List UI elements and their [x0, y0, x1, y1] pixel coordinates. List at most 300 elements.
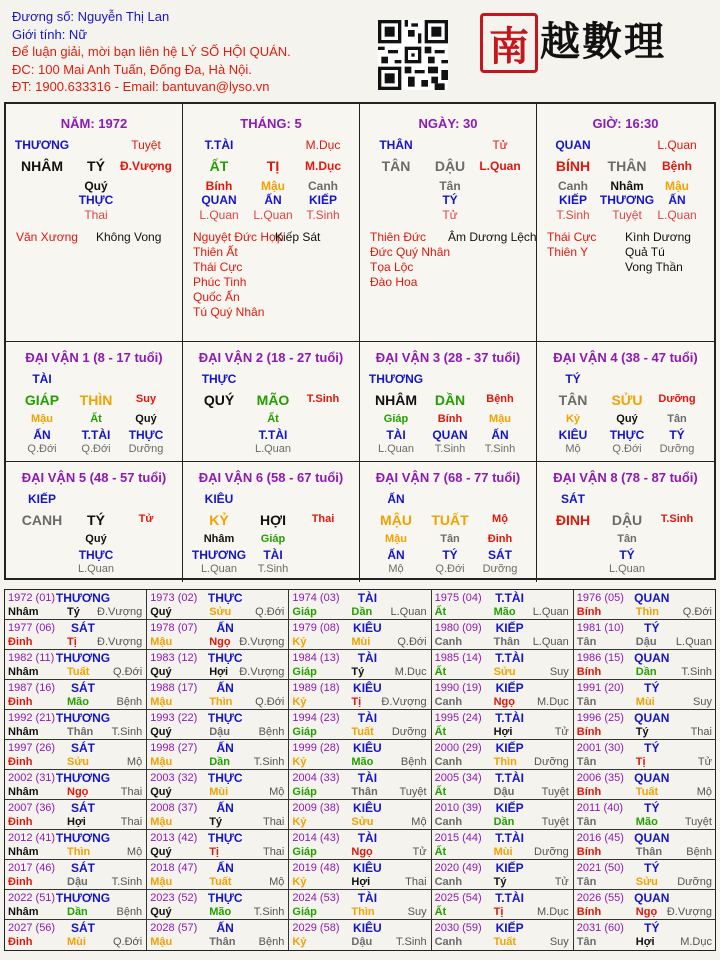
year-cell [574, 800, 716, 830]
dai-van-title: ĐẠI VẬN 8 (78 - 87 tuổi) [553, 470, 698, 485]
pillar-branch-stage: M.Dục [305, 159, 341, 173]
year-cell [432, 650, 574, 680]
pillar-branch-stage: Bệnh [662, 159, 692, 173]
year-cell [147, 770, 289, 800]
year-stage: Bệnh [116, 696, 143, 708]
year-cell [147, 830, 289, 860]
year-ten-god: QUAN [634, 771, 670, 785]
hidden-ten-god: KIẾP [558, 193, 588, 207]
year-branch: Tý [351, 666, 365, 678]
year-stem: Kỷ [292, 756, 307, 768]
year-ten-god: SÁT [71, 741, 95, 755]
dai-van-stage: Thai [311, 513, 335, 525]
year-stage: L.Quan [532, 636, 569, 648]
year-branch: Hợi [209, 666, 229, 678]
dai-van-stem: NHÂM [375, 392, 417, 408]
year-stage: Đ.Vượng [666, 906, 712, 918]
year-stage: Bệnh [116, 906, 143, 918]
year-ten-god: SÁT [71, 681, 95, 695]
year-cell [574, 650, 716, 680]
year-ten-god: QUAN [634, 651, 670, 665]
dai-van-ten-god: TÀI [32, 372, 52, 386]
year-stage: M.Dục [394, 666, 427, 678]
hidden-ten-god: TÀI [386, 428, 406, 442]
year-cell [289, 650, 431, 680]
year-branch: Thân [493, 636, 520, 648]
hidden-stage: L.Quan [200, 563, 238, 575]
year-ten-god: TÝ [644, 861, 660, 875]
year-label: 2017 (46) [8, 862, 56, 874]
hidden-ten-god: TÝ [442, 193, 458, 207]
year-label: 2006 (35) [576, 772, 624, 784]
year-cell [289, 770, 431, 800]
hidden-ten-god: THỰC [609, 428, 645, 442]
year-cell [289, 590, 431, 620]
year-branch: Thân [67, 726, 94, 738]
year-branch: Dần [209, 756, 230, 768]
hidden-stem: Nhâm [203, 533, 235, 545]
hidden-stage: L.Quan [254, 443, 292, 455]
year-label: 2005 (34) [434, 772, 482, 784]
hidden-ten-god: TÝ [442, 548, 458, 562]
hidden-stage: L.Quan [657, 208, 697, 222]
dai-van-title: ĐẠI VẬN 2 (18 - 27 tuổi) [198, 350, 344, 365]
hidden-ten-god: THỰC [78, 193, 114, 207]
year-ten-god: SÁT [71, 621, 95, 635]
phone-email-line: ĐT: 1900.633316 - Email: bantuvan@lyso.vn [12, 79, 270, 94]
year-stem: Canh [434, 876, 463, 888]
year-ten-god: T.TÀI [495, 891, 524, 905]
hidden-ten-god: ẤN [668, 193, 686, 207]
hidden-ten-god: THƯƠNG [191, 548, 247, 562]
hidden-ten-god: TÝ [619, 548, 635, 562]
year-ten-god: T.TÀI [495, 711, 524, 725]
year-stage: Dưỡng [534, 756, 569, 768]
hidden-ten-god: ẤN [264, 193, 282, 207]
pillar-cell [183, 104, 360, 342]
year-branch: Tị [209, 846, 219, 858]
year-stage: Tuyệt [399, 786, 427, 798]
year-branch: Mùi [209, 786, 229, 798]
hidden-ten-god: ẤN [491, 428, 509, 442]
dai-van-cell [6, 462, 183, 582]
year-stem: Kỷ [292, 876, 307, 888]
dai-van-stem: ĐINH [555, 512, 591, 528]
year-ten-god: KIÊU [353, 741, 382, 755]
year-branch: Mùi [351, 636, 371, 648]
year-ten-god: KIÊU [353, 621, 382, 635]
hidden-stage: T.Sinh [434, 443, 466, 455]
year-stem: Kỷ [292, 936, 307, 948]
dai-van-title: ĐẠI VẬN 5 (48 - 57 tuổi) [21, 470, 167, 485]
year-branch: Mão [635, 816, 658, 828]
year-cell [432, 590, 574, 620]
year-cell [574, 920, 716, 950]
year-branch: Sửu [635, 876, 658, 888]
year-ten-god: THỰC [207, 831, 243, 845]
year-ten-god: KIÊU [353, 861, 382, 875]
year-label: 1978 (07) [150, 622, 198, 634]
year-branch: Thân [209, 936, 236, 948]
year-cell [574, 740, 716, 770]
year-stem: Nhâm [8, 726, 39, 738]
year-label: 2024 (53) [292, 892, 340, 904]
year-ten-god: TÝ [644, 621, 660, 635]
owner-name: Đương số: Nguyễn Thị Lan [12, 9, 170, 24]
hidden-stage: Tuyệt [612, 208, 642, 222]
hidden-ten-god: ẤN [387, 548, 405, 562]
year-cell [289, 620, 431, 650]
hidden-ten-god: SÁT [488, 548, 512, 562]
dai-van-cell [6, 342, 183, 462]
year-stem: Bính [576, 846, 602, 858]
hidden-stage: Q.Đới [81, 443, 111, 455]
star-good: Văn Xương [16, 230, 78, 244]
year-stem: Ất [434, 606, 447, 618]
year-stem: Bính [576, 606, 602, 618]
hidden-stem: Quý [84, 179, 108, 193]
year-ten-god: T.TÀI [495, 771, 524, 785]
year-branch: Sửu [209, 606, 232, 618]
year-cell [147, 650, 289, 680]
hidden-ten-god: THỰC [128, 428, 164, 442]
hidden-stage: Mộ [565, 443, 581, 455]
dai-van-stage: Mộ [492, 513, 508, 525]
year-branch: Tuất [351, 726, 374, 738]
star-bad: Quả Tú [625, 245, 665, 259]
year-ten-god: THỰC [207, 651, 243, 665]
year-ten-god: QUAN [634, 891, 670, 905]
hidden-stem: Kỷ [565, 413, 581, 425]
year-cell [5, 680, 147, 710]
hidden-ten-god: THƯƠNG [599, 193, 655, 207]
pillar-branch: TỊ [266, 158, 280, 174]
dai-van-ten-god: ẤN [387, 492, 405, 506]
year-branch: Ngọ [209, 636, 231, 648]
year-stem: Quý [150, 606, 172, 618]
year-label: 2008 (37) [150, 802, 198, 814]
year-label: 1990 (19) [434, 682, 482, 694]
year-label: 1985 (14) [434, 652, 482, 664]
hidden-stage: T.Sinh [484, 443, 516, 455]
pillar-cell [360, 104, 537, 342]
year-ten-god: KIÊU [353, 921, 382, 935]
year-cell [432, 800, 574, 830]
year-stem: Mậu [150, 816, 173, 828]
year-stage: Mộ [269, 876, 285, 888]
year-cell [289, 920, 431, 950]
year-stem: Ất [434, 666, 447, 678]
year-ten-god: TÀI [357, 651, 378, 665]
star-good: Quốc Ấn [193, 290, 240, 304]
year-stem: Đinh [8, 636, 33, 648]
star-bad: Kình Dương [625, 230, 691, 244]
year-stem: Kỷ [292, 636, 307, 648]
year-label: 2031 (60) [576, 922, 624, 934]
hidden-stage: L.Quan [377, 443, 415, 455]
year-stage: Mộ [126, 846, 143, 858]
pillar-top-ten-god: T.TÀI [204, 138, 234, 152]
pillar-branch-stage: L.Quan [479, 159, 521, 173]
year-stage: Bệnh [258, 726, 285, 738]
year-ten-god: THƯƠNG [55, 891, 111, 905]
year-cell [432, 920, 574, 950]
year-stage: Tuyệt [684, 816, 712, 828]
year-label: 1984 (13) [292, 652, 340, 664]
year-branch: Tị [635, 756, 646, 768]
year-branch: Tuất [635, 786, 659, 798]
year-label: 1980 (09) [434, 622, 482, 634]
year-cell [432, 680, 574, 710]
dai-van-cell [183, 462, 360, 582]
hidden-ten-god: QUAN [432, 428, 468, 442]
star-good: Tú Quý Nhân [193, 305, 265, 319]
year-label: 1995 (24) [434, 712, 482, 724]
year-label: 2003 (32) [150, 772, 198, 784]
year-stage: T.Sinh [111, 876, 143, 888]
year-ten-god: TÀI [357, 831, 378, 845]
year-branch: Thân [351, 786, 378, 798]
year-branch: Ngọ [493, 696, 515, 708]
year-stem: Ất [434, 726, 447, 738]
dai-van-cell [360, 462, 537, 582]
hidden-stem: Quý [616, 413, 638, 425]
year-ten-god: ẤN [216, 921, 234, 935]
pillar-top-ten-god: QUAN [555, 138, 591, 152]
dai-van-stage: Bệnh [486, 393, 514, 405]
star-good: Thiên Y [547, 245, 589, 259]
year-branch: Dậu [635, 636, 657, 648]
dai-van-branch: MÃO [256, 392, 290, 408]
year-stem: Giáp [292, 726, 317, 738]
dai-van-branch: THÌN [79, 392, 113, 408]
dai-van-stem: KỶ [209, 512, 229, 528]
dai-van-stem: GIÁP [24, 392, 60, 408]
hidden-stage: L.Quan [77, 563, 115, 575]
year-ten-god: THƯƠNG [55, 771, 111, 785]
year-ten-god: TÀI [357, 591, 378, 605]
year-stage: Thai [262, 816, 285, 828]
dai-van-stem: TÂN [558, 392, 588, 408]
year-stem: Nhâm [8, 906, 39, 918]
dai-van-ten-god: THỰC [201, 372, 237, 386]
year-label: 1999 (28) [292, 742, 340, 754]
year-stem: Đinh [8, 876, 33, 888]
year-stem: Ất [434, 786, 447, 798]
pillar-branch-stage: Đ.Vượng [120, 159, 172, 173]
year-cell [574, 590, 716, 620]
pillar-top-ten-god: THÂN [379, 138, 413, 152]
year-cell [5, 800, 147, 830]
year-cell [5, 770, 147, 800]
year-stem: Quý [150, 726, 172, 738]
year-ten-god: QUAN [634, 831, 670, 845]
year-branch: Tuất [209, 876, 232, 888]
year-label: 2030 (59) [434, 922, 482, 934]
year-ten-god: THƯƠNG [55, 831, 111, 845]
year-branch: Tý [67, 606, 80, 618]
star-good: Phúc Tinh [193, 275, 247, 289]
dai-van-ten-god: TÝ [565, 372, 581, 386]
star-good: Đức Quý Nhân [370, 245, 451, 259]
year-stem: Bính [576, 906, 602, 918]
year-stage: Thai [262, 846, 285, 858]
year-cell [147, 590, 289, 620]
year-ten-god: QUAN [634, 591, 670, 605]
year-ten-god: ẤN [216, 801, 234, 815]
dai-van-stage: T.Sinh [306, 393, 340, 405]
year-cell [147, 620, 289, 650]
year-cell [432, 740, 574, 770]
year-branch: Dậu [493, 786, 515, 798]
year-branch: Tý [209, 816, 223, 828]
pillar-branch: THÂN [607, 158, 647, 174]
year-stage: Q.Đới [255, 696, 285, 708]
hidden-stage: T.Sinh [306, 208, 340, 222]
year-cell [147, 860, 289, 890]
year-stem: Canh [434, 936, 463, 948]
year-stage: T.Sinh [253, 906, 285, 918]
year-stage: Đ.Vượng [97, 606, 143, 618]
year-branch: Ngọ [351, 846, 373, 858]
year-stem: Nhâm [8, 606, 39, 618]
year-stage: Tuyệt [541, 816, 569, 828]
year-stage: Suy [549, 936, 569, 948]
year-stem: Bính [576, 786, 602, 798]
year-stem: Giáp [292, 606, 317, 618]
year-label: 2023 (52) [150, 892, 198, 904]
year-branch: Sửu [351, 816, 374, 828]
year-stem: Đinh [8, 936, 33, 948]
year-branch: Thìn [493, 756, 517, 768]
year-cell [574, 770, 716, 800]
year-label: 1997 (26) [8, 742, 56, 754]
hidden-stage: Mộ [388, 563, 404, 575]
year-cell [289, 680, 431, 710]
hidden-stem: Mậu [261, 179, 285, 193]
star-bad: Vong Thần [625, 260, 683, 274]
year-stage: Tử [554, 726, 569, 738]
year-ten-god: ẤN [216, 681, 234, 695]
year-cell [574, 860, 716, 890]
pillar-title: THÁNG: 5 [240, 116, 302, 131]
year-stage: Suy [693, 696, 712, 708]
year-label: 2011 (40) [576, 802, 624, 814]
year-label: 2027 (56) [8, 922, 56, 934]
year-ten-god: KIẾP [495, 741, 524, 755]
dai-van-ten-god: SÁT [561, 492, 585, 506]
year-branch: Sửu [67, 756, 90, 768]
year-branch: Mão [493, 606, 516, 618]
year-stage: Dưỡng [534, 846, 569, 858]
year-stage: Q.Đới [682, 606, 712, 618]
year-ten-god: KIÊU [353, 801, 382, 815]
year-cell [289, 830, 431, 860]
hidden-stage: Q.Đới [435, 563, 465, 575]
year-stage: M.Dục [537, 906, 569, 918]
year-label: 1996 (25) [576, 712, 624, 724]
dai-van-cell [183, 342, 360, 462]
year-ten-god: ẤN [216, 861, 234, 875]
year-stage: Dưỡng [677, 876, 712, 888]
dai-van-ten-god: THƯƠNG [368, 372, 424, 386]
year-ten-god: KIẾP [495, 921, 524, 935]
year-stage: Tử [412, 846, 427, 858]
hidden-stage: L.Quan [253, 208, 293, 222]
year-stem: Tân [576, 696, 597, 708]
pillar-stem: ẤT [209, 158, 229, 174]
year-label: 2012 (41) [8, 832, 56, 844]
hidden-stem: Đinh [487, 533, 513, 545]
year-label: 1993 (22) [150, 712, 198, 724]
dai-van-branch: TUẤT [431, 512, 469, 528]
year-label: 2028 (57) [150, 922, 198, 934]
year-branch: Hợi [635, 936, 655, 948]
pillar-title: NGÀY: 30 [418, 116, 478, 131]
year-ten-god: T.TÀI [495, 591, 524, 605]
year-cell [5, 740, 147, 770]
dai-van-stem: MẬU [380, 512, 412, 528]
year-branch: Tị [351, 696, 362, 708]
year-stage: L.Quan [532, 606, 569, 618]
year-stage: Đ.Vượng [239, 636, 285, 648]
year-cell [5, 590, 147, 620]
year-stage: Đ.Vượng [97, 636, 143, 648]
year-label: 1998 (27) [150, 742, 198, 754]
year-cell [147, 920, 289, 950]
red-seal-stamp: 南 [480, 13, 538, 73]
header-info [12, 8, 291, 96]
hidden-stem: Mậu [665, 179, 689, 193]
hidden-stem: Giáp [383, 413, 409, 425]
dai-van-branch: HỢI [260, 512, 286, 528]
year-cell [147, 890, 289, 920]
year-stem: Bính [576, 726, 602, 738]
year-branch: Sửu [493, 666, 516, 678]
dai-van-stage: Dưỡng [658, 393, 696, 405]
year-cell [5, 650, 147, 680]
hidden-stage: Tử [442, 208, 458, 222]
year-label: 1975 (04) [434, 592, 482, 604]
year-label: 2002 (31) [8, 772, 56, 784]
year-stem: Quý [150, 846, 172, 858]
year-stem: Mậu [150, 696, 173, 708]
gender: Giới tính: Nữ [12, 26, 88, 42]
year-branch: Hợi [67, 816, 86, 828]
year-label: 1979 (08) [292, 622, 340, 634]
year-label: 1977 (06) [8, 622, 56, 634]
year-stem: Canh [434, 756, 463, 768]
hidden-stage: T.Sinh [257, 563, 289, 575]
year-branch: Dần [493, 816, 515, 828]
dai-van-branch: DẦN [434, 392, 466, 408]
year-ten-god: TÀI [357, 711, 378, 725]
dai-van-branch: TÝ [87, 512, 105, 528]
logo-calligraphy: 越數理 [540, 18, 666, 65]
year-cell [432, 860, 574, 890]
year-stage: Bệnh [400, 756, 427, 768]
contact-line: Để luận giải, mời bạn liên hệ LÝ SỐ HỘI QUÁN. [12, 44, 291, 59]
year-label: 2014 (43) [292, 832, 340, 844]
year-branch: Ngọ [635, 906, 658, 918]
dai-van-stem: QUÝ [203, 392, 235, 408]
year-label: 2019 (48) [292, 862, 340, 874]
pillar-top-stage: Tuyệt [131, 138, 161, 152]
year-stage: Đ.Vượng [239, 666, 285, 678]
hidden-stem: Mậu [489, 413, 511, 425]
year-label: 2020 (49) [434, 862, 482, 874]
year-stage: Thai [120, 816, 143, 828]
